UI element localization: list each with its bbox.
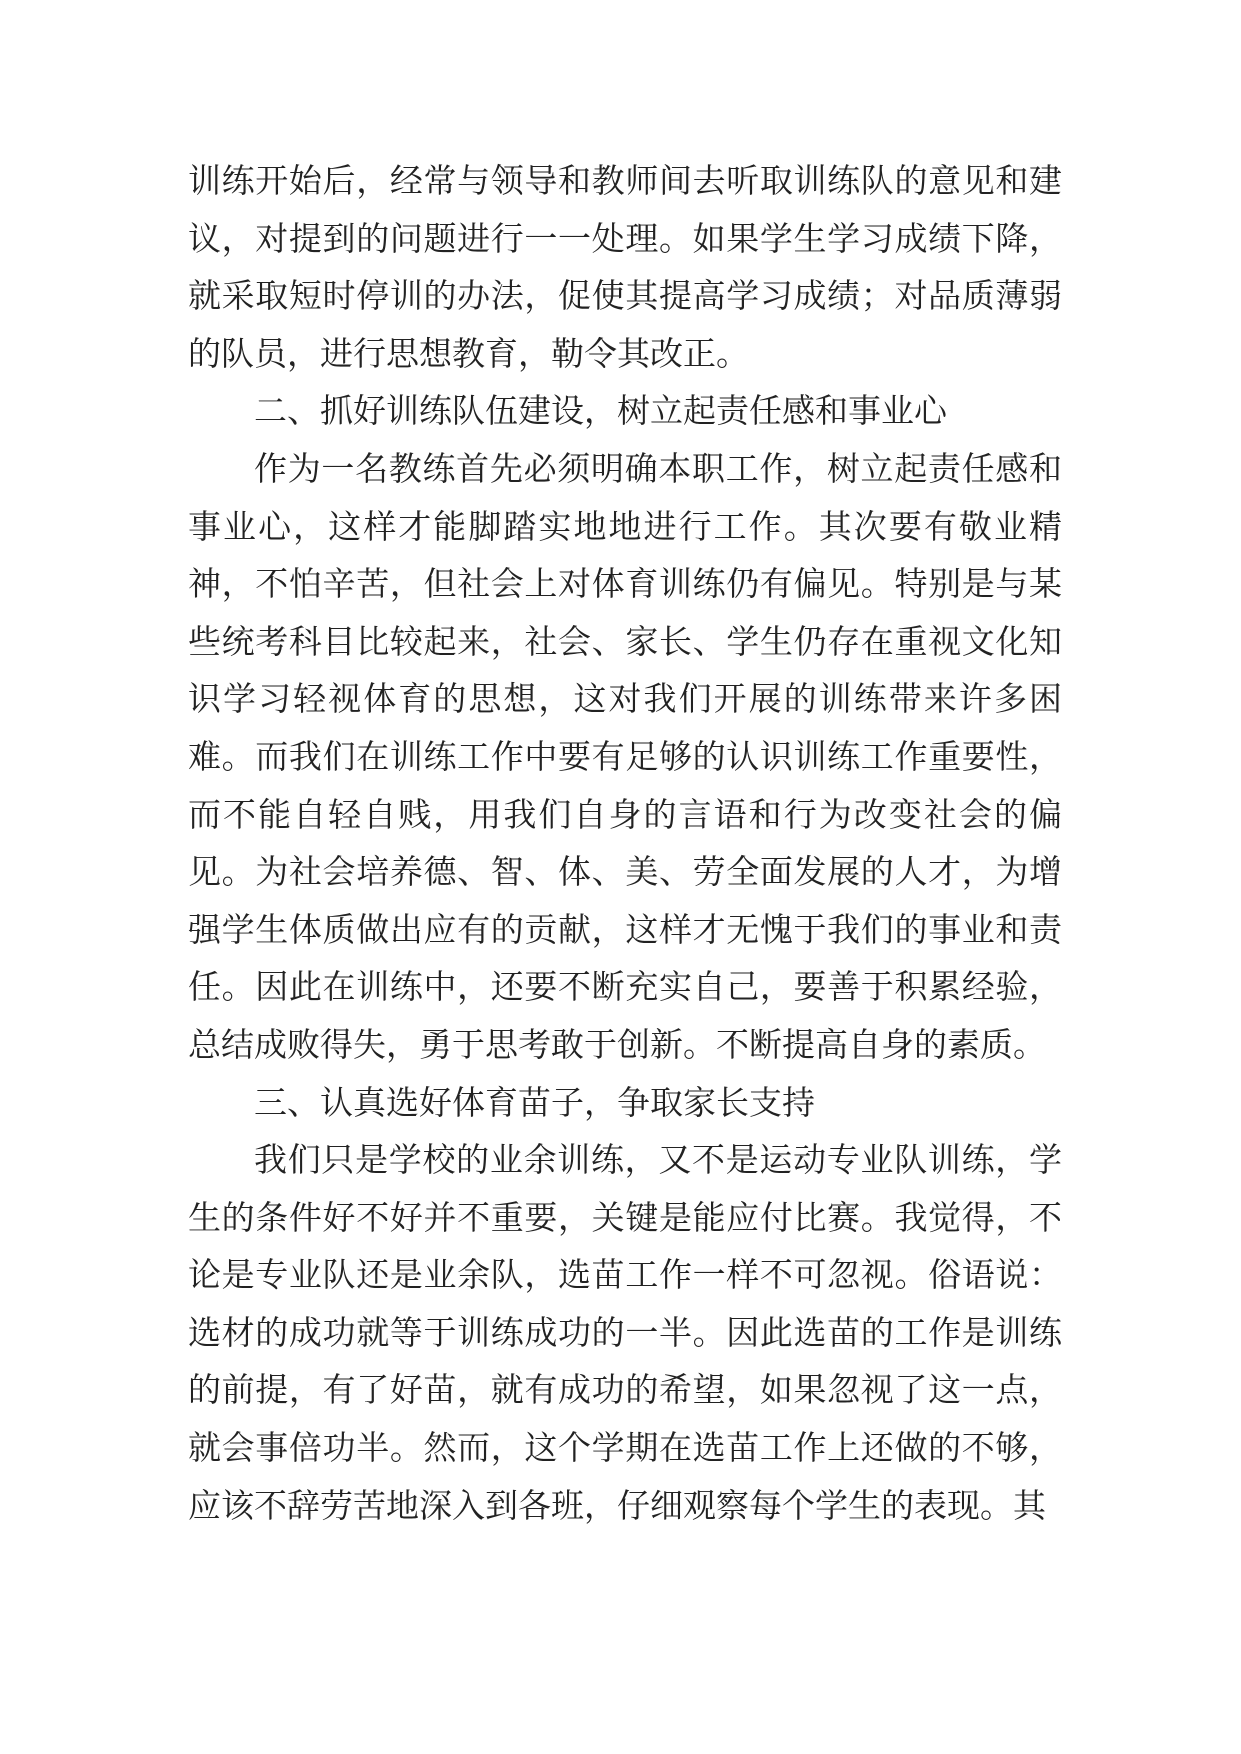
paragraph-section-2-body: 作为一名教练首先必须明确本职工作，树立起责任感和事业心，这样才能脚踏实地地进行工作。其次要有敬业精神，不怕辛苦，但社会上对体育训练仍有偏见。特别是与某些统考科目比较起来，社会、家长、学生仍存在重视文化知识学习轻视体育的思想，这对我们开展的训练带来许多困难。而我们在训练工作中要有足够的认识训练工作重要性，而不能自轻自贱，用我们自身的言语和行为改变社会的偏见。为社会培养德、智、体、美、劳全面发展的人才，为增强学生体质做出应有的贡献，这样才无愧于我们的事业和责任。因此在训练中，还要不断充实自己，要善于积累经验，总结成败得失，勇于思考敢于创新。不断提高自身的素质。 — [188, 448, 1062, 1064]
section-heading-3: 三、认真选好体育苗子，争取家长支持 — [254, 1082, 815, 1122]
section-heading-2: 二、抓好训练队伍建设，树立起责任感和事业心 — [254, 391, 947, 431]
paragraph-section-3-body: 我们只是学校的业余训练，又不是运动专业队训练，学生的条件好不好并不重要，关键是能应付比赛。我觉得，不论是专业队还是业余队，选苗工作一样不可忽视。俗语说：选材的成功就等于训练成功的一半。因此选苗的工作是训练的前提，有了好苗，就有成功的希望，如果忽视了这一点，就会事倍功半。然而，这个学期在选苗工作上还做的不够，应该不辞劳苦地深入到各班，仔细观察每个学生的表现。其 — [188, 1140, 1062, 1525]
document-body — [188, 152, 1062, 1534]
paragraph-continuation: 训练开始后，经常与领导和教师间去听取训练队的意见和建议，对提到的问题进行一一处理。如果学生学习成绩下降，就采取短时停训的办法，促使其提高学习成绩；对品质薄弱的队员，进行思想教育，勒令其改正。 — [188, 161, 1062, 373]
